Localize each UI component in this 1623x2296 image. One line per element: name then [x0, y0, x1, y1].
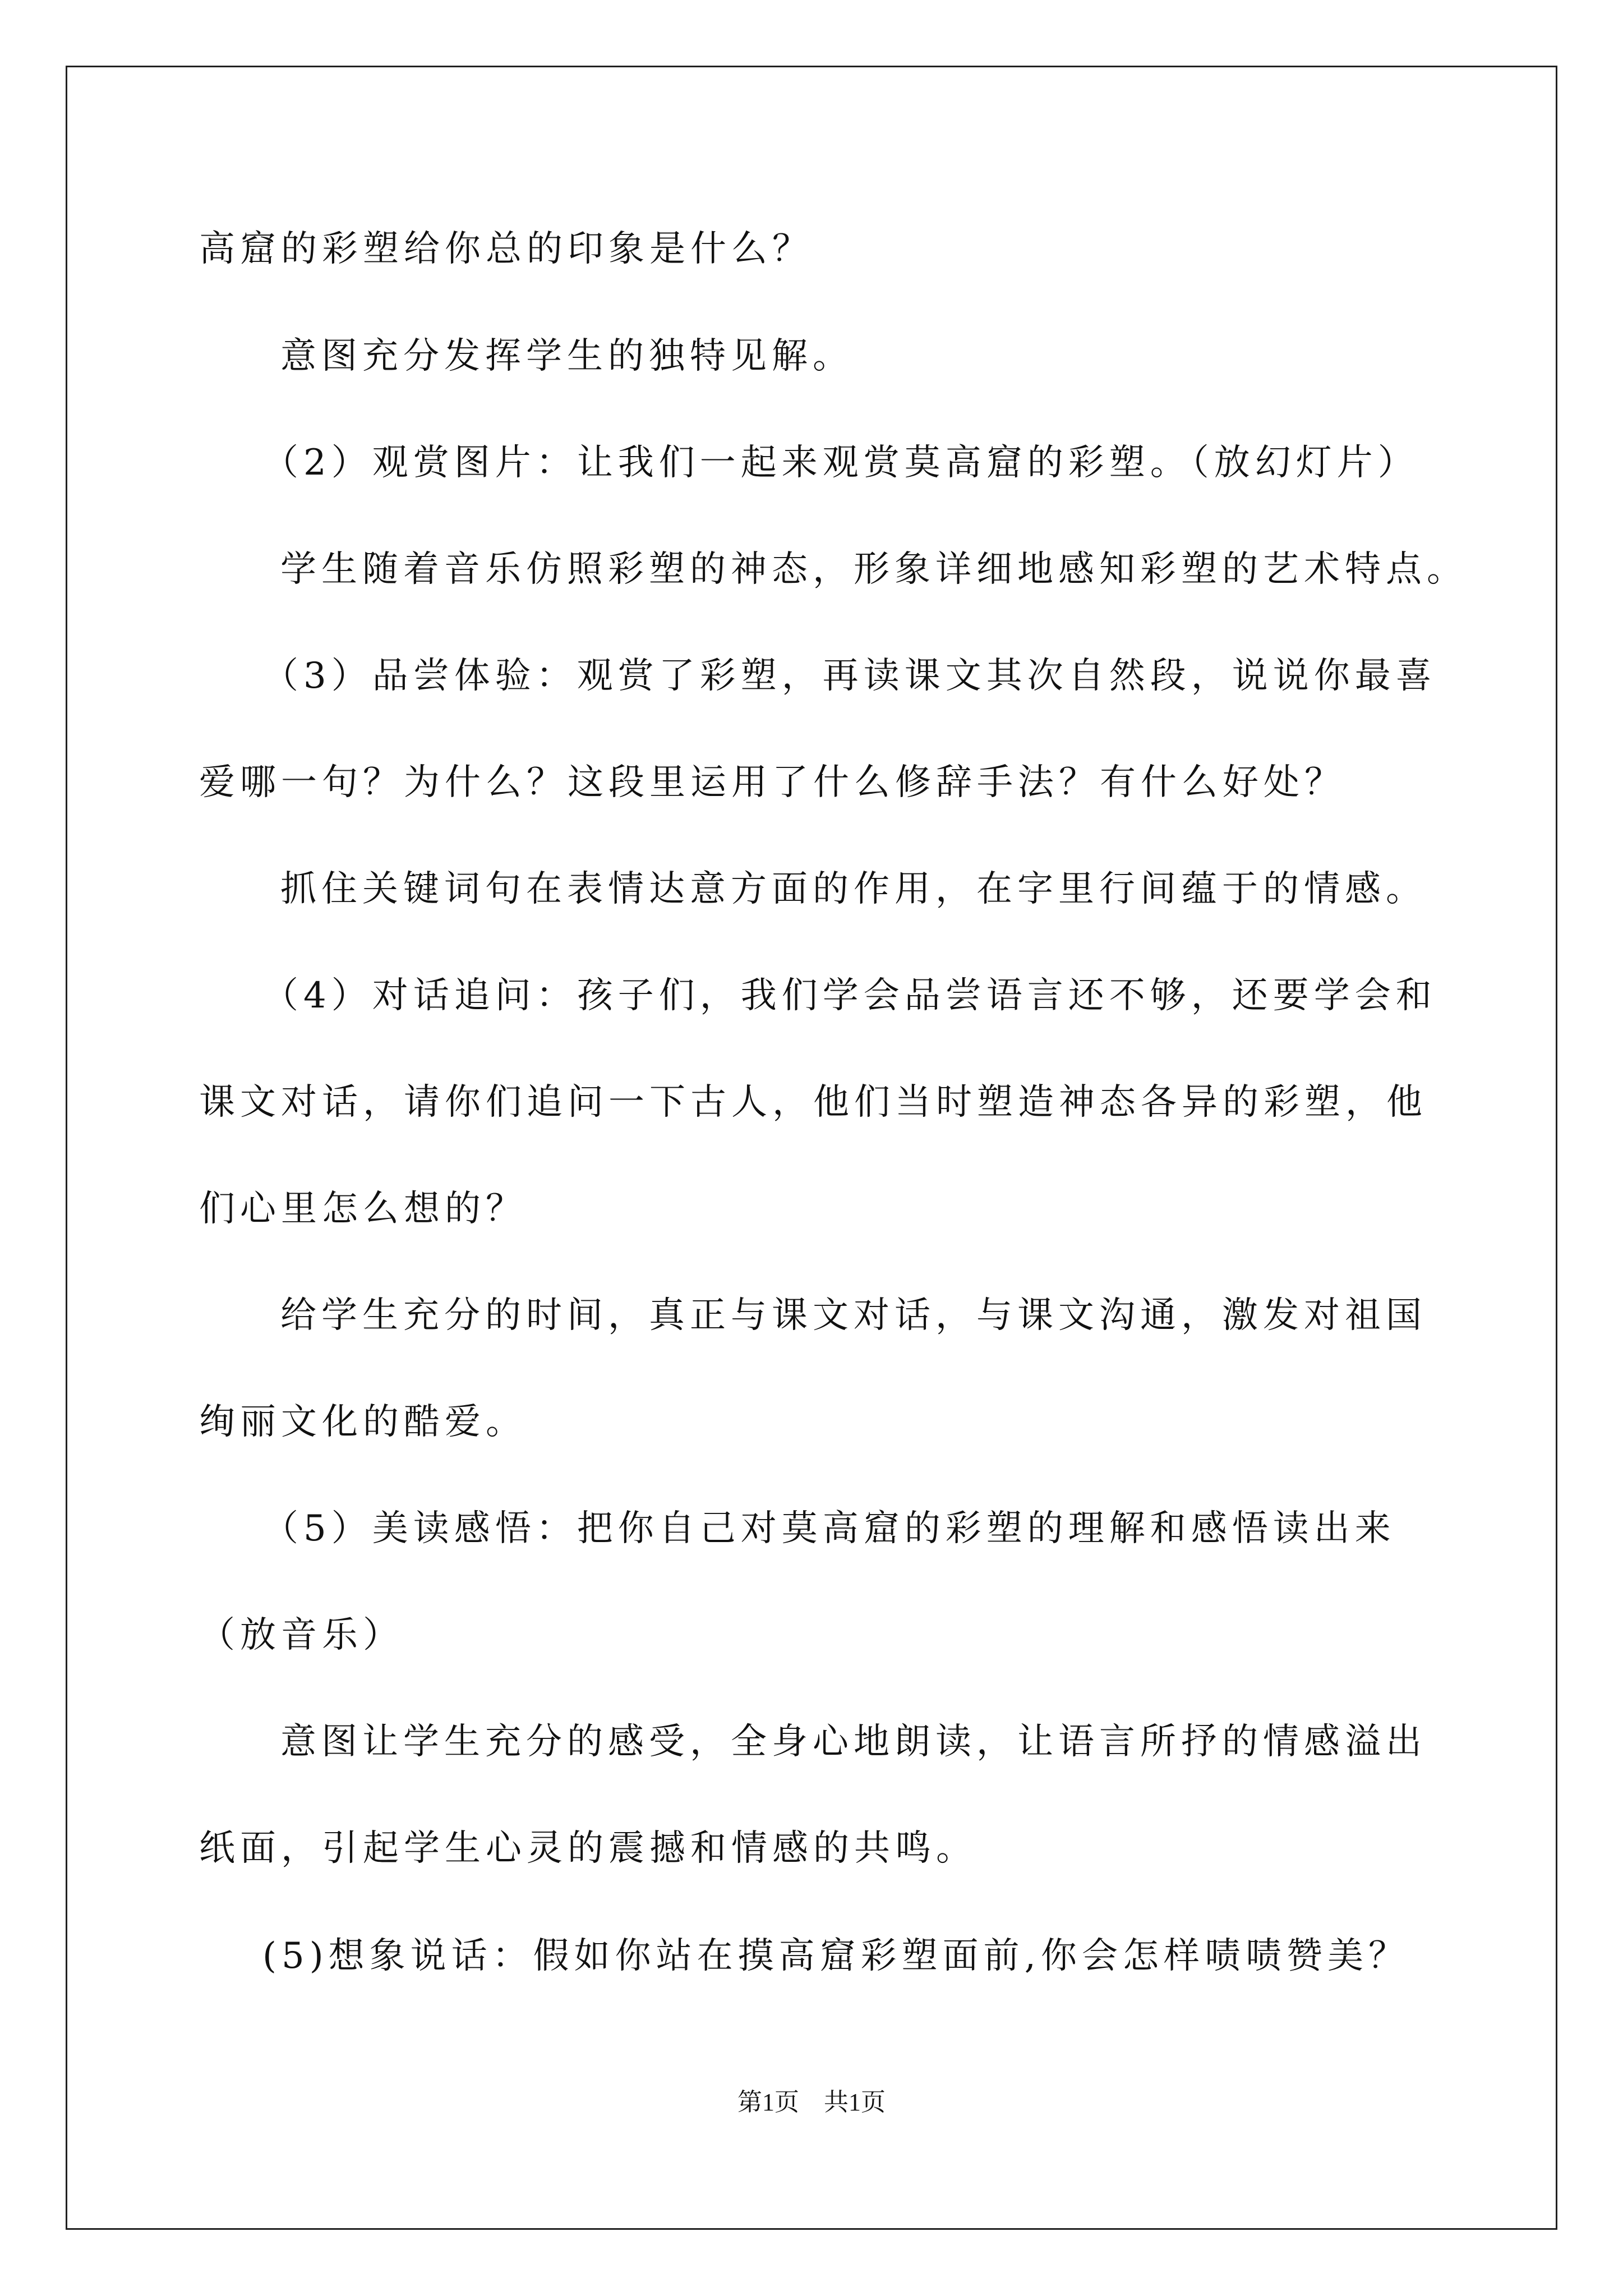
text-line-5: （3）品尝体验：观赏了彩塑，再读课文其次自然段，说说你最喜: [262, 655, 1437, 697]
text-line-2: 意图充分发挥学生的独特见解。: [280, 335, 854, 377]
text-line-6: 爱哪一句？为什么？这段里运用了什么修辞手法？有什么好处？: [199, 762, 1345, 803]
text-line-14: （放音乐）: [199, 1614, 404, 1656]
text-line-16: 纸面，引起学生心灵的震撼和情感的共鸣。: [199, 1828, 977, 1869]
text-line-17: (5)想象说话：假如你站在摸高窟彩塑面前,你会怎样啧啧赞美？: [262, 1935, 1409, 1977]
text-line-11: 给学生充分的时间，真正与课文对话，与课文沟通，激发对祖国: [280, 1295, 1427, 1336]
text-line-8: （4）对话追问：孩子们，我们学会品尝语言还不够，还要学会和: [262, 975, 1437, 1016]
text-line-12: 绚丽文化的酷爱。: [199, 1401, 527, 1443]
text-line-4: 学生随着音乐仿照彩塑的神态，形象详细地感知彩塑的艺术特点。: [280, 549, 1468, 590]
text-line-1: 高窟的彩塑给你总的印象是什么？: [199, 228, 813, 270]
text-line-13: （5）美读感悟：把你自己对莫高窟的彩塑的理解和感悟读出来: [262, 1508, 1396, 1549]
page-footer: 第1页 共1页: [737, 2088, 886, 2116]
text-line-15: 意图让学生充分的感受，全身心地朗读，让语言所抒的情感溢出: [280, 1721, 1427, 1763]
text-line-10: 们心里怎么想的？: [199, 1188, 527, 1230]
text-line-9: 课文对话，请你们追问一下古人，他们当时塑造神态各异的彩塑，他: [199, 1082, 1427, 1123]
text-line-3: （2）观赏图片：让我们一起来观赏莫高窟的彩塑。（放幻灯片）: [262, 442, 1419, 484]
text-line-7: 抓住关键词句在表情达意方面的作用，在字里行间蕴于的情感。: [280, 868, 1427, 910]
page-border: [66, 66, 1557, 2230]
